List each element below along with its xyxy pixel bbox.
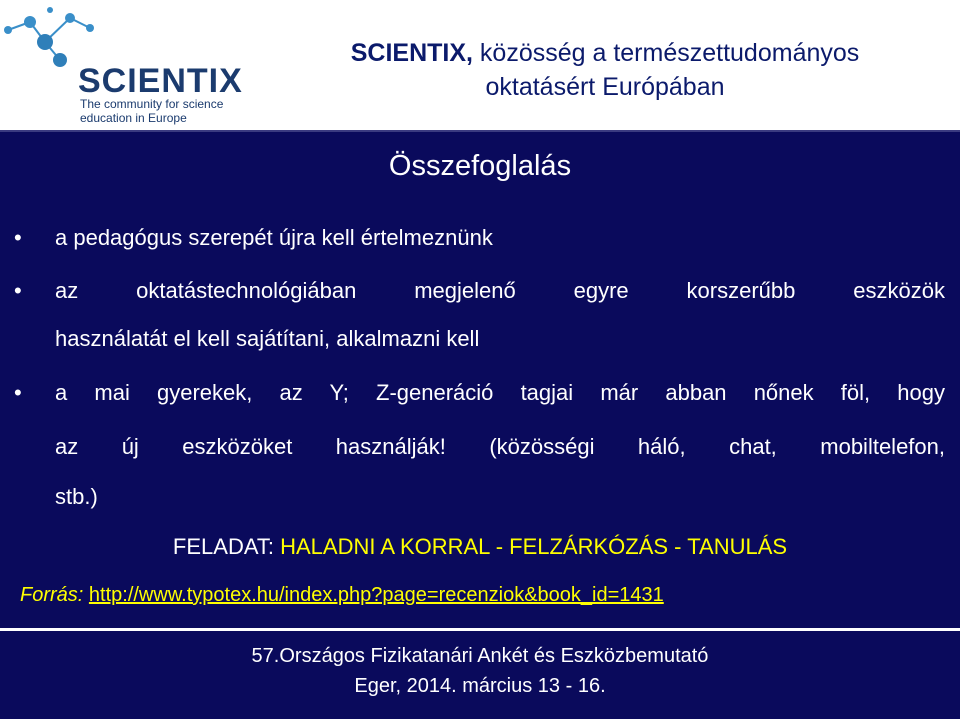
task-highlight: HALADNI A KORRAL - FELZÁRKÓZÁS - TANULÁS <box>280 534 788 559</box>
header-title-line2: oktatásért Európában <box>485 73 725 101</box>
task-line <box>0 534 960 560</box>
slide-content <box>0 130 960 630</box>
bullet-3-line-1: a mai gyerekek, az Y; Z-generáció tagjai már abban nőnek föl, hogy <box>55 380 945 405</box>
logo-wordmark: SCIENTIX <box>78 62 243 100</box>
footer-event: 57.Országos Fizikatanári Ankét és Eszközbemutató <box>251 645 709 667</box>
logo-tagline <box>80 97 250 125</box>
task-label: FELADAT: <box>172 534 274 559</box>
source-label: Forrás: <box>20 584 84 606</box>
bullet-dot: • <box>14 380 22 405</box>
header-title-rest: közösség a természettudományos <box>479 39 860 67</box>
bullet-dot: • <box>14 225 22 250</box>
bullet-3-line-3: stb.) <box>55 484 98 509</box>
header-title-bold: SCIENTIX, <box>350 39 473 67</box>
source-link[interactable]: http://www.typotex.hu/index.php?page=recenziok&book_id=1431 <box>88 584 664 606</box>
header-title <box>270 36 940 104</box>
header-title-line1 <box>270 36 940 70</box>
logo-tagline-line1: The community for science <box>80 97 224 111</box>
bullet-2-line-1: az oktatástechnológiában megjelenő egyre korszerűbb eszközök <box>55 278 945 303</box>
footer <box>0 628 960 719</box>
logo-tagline-line2: education in Europe <box>80 111 187 125</box>
bullet-3-line-2: az új eszközöket használják! (közösségi háló, chat, mobiltelefon, <box>55 434 945 459</box>
slide-title: Összefoglalás <box>388 150 572 182</box>
source-line <box>20 584 664 607</box>
bullet-dot: • <box>14 278 22 303</box>
footer-date: Eger, 2014. március 13 - 16. <box>354 675 606 697</box>
bullet-1-line-1: a pedagógus szerepét újra kell értelmeznünk <box>55 225 493 250</box>
scientix-logo <box>0 0 245 130</box>
bullet-2-line-2: használatát el kell sajátítani, alkalmazni kell <box>55 326 480 351</box>
header <box>0 0 960 130</box>
